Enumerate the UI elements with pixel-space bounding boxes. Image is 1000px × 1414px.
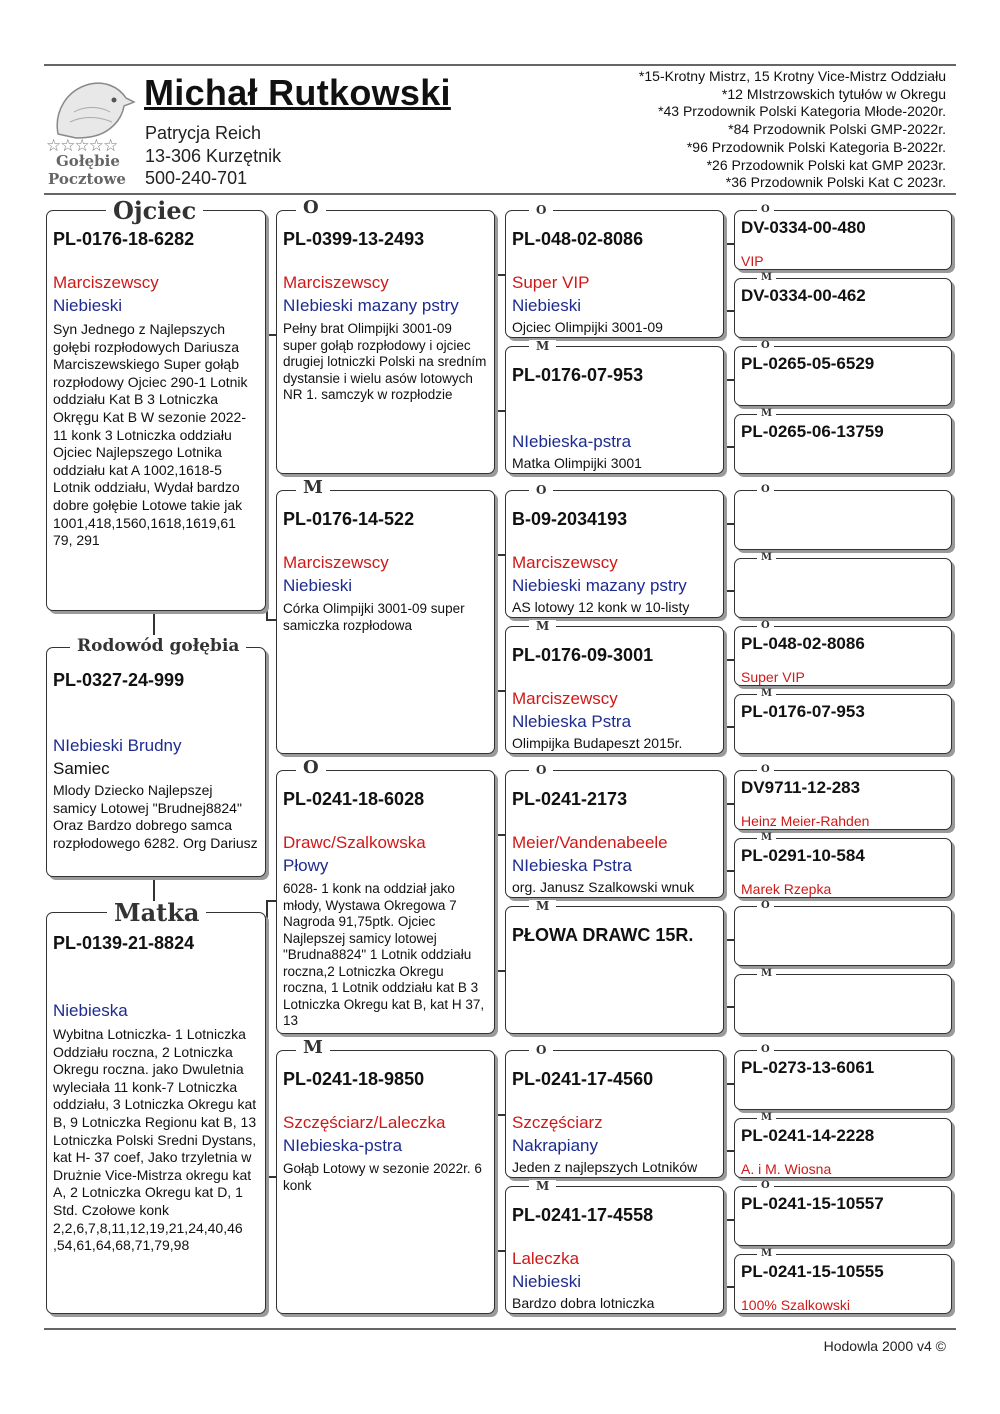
breeder: 100% Szalkowski (741, 1297, 850, 1313)
ring-number: PL-0241-2173 (512, 789, 628, 809)
color: Nlebieska Pstra (512, 712, 632, 731)
connector-line (495, 834, 497, 970)
sex-marker-m: M (296, 1039, 330, 1057)
gen4-card-8 (734, 694, 952, 754)
description: Matka Olimpijki 3001 (512, 455, 642, 471)
gen4-card-2 (734, 278, 952, 338)
color: Niebieski (512, 296, 581, 315)
gen4-card-10 (734, 838, 952, 898)
sire-color: Niebieski (53, 296, 122, 315)
connector-line (724, 939, 726, 1006)
breeder: Drawc/Szalkowska (283, 833, 426, 852)
ring-number: PL-0176-07-953 (741, 702, 865, 721)
sex-marker-o: O (296, 199, 326, 217)
ring-number: DV-0334-00-462 (741, 286, 866, 305)
gen4-card-9 (734, 770, 952, 830)
ring-number: PL-0176-14-522 (283, 509, 415, 529)
connector-line (495, 1250, 505, 1252)
logo-text-line2: Pocztowe (48, 170, 126, 188)
breeder: Laleczka (512, 1249, 580, 1268)
gen3-card-3 (505, 490, 724, 618)
sex-marker-m: M (529, 1180, 556, 1192)
sex-marker-o: O (757, 485, 774, 495)
ring-number: PL-048-02-8086 (512, 229, 644, 249)
footer-rule (44, 1328, 956, 1330)
description: Gołąb Lotowy w sezonie 2022r. 6 konk (283, 1161, 482, 1193)
breeder: VIP (741, 253, 764, 269)
gen4-card-11 (734, 906, 952, 966)
gen3-card-5 (505, 770, 724, 898)
color: Niebieski mazany pstry (512, 576, 687, 595)
sex-marker-o: O (757, 205, 774, 215)
owner-address-line1: Patrycja Reich (145, 123, 262, 143)
achievement-line: *43 Przodownik Polski Kategoria Młode-2020r. (658, 103, 946, 120)
ring-number: PL-0176-07-953 (512, 365, 644, 385)
gen4-card-15 (734, 1186, 952, 1246)
description: Olimpijka Budapeszt 2015r. (512, 735, 683, 751)
ring-number: PL-0399-13-2493 (283, 229, 425, 249)
sire-ring-number: PL-0176-18-6282 (53, 229, 195, 249)
gen3-card-7 (505, 1050, 724, 1178)
connector-line (724, 379, 726, 446)
connector-line (266, 619, 276, 621)
subject-heading: Rodowód gołębia (70, 638, 246, 655)
color: Nakrapiany (512, 1136, 598, 1155)
sex-marker-m: M (757, 833, 776, 843)
breeder: Marciszewscy (283, 273, 389, 292)
gen3-card-4 (505, 626, 724, 754)
connector-line (724, 310, 734, 312)
breeder: Super VIP (512, 273, 590, 292)
gen3-card-6 (505, 906, 724, 1034)
connector-line (266, 1176, 276, 1178)
breeder: Szczęściarz (512, 1113, 603, 1132)
subject-color: NIebieski Brudny (53, 736, 182, 755)
connector-line (724, 1083, 726, 1150)
sex-marker-o: O (757, 621, 774, 631)
achievement-line: *26 Przodownik Polski kat GMP 2023r. (706, 156, 946, 173)
color: Płowy (283, 856, 329, 875)
sex-marker-o: O (757, 901, 774, 911)
ring-number: PL-0291-10-584 (741, 846, 865, 865)
sire-description: Syn Jednego z Najlepszych gołębi rozpłodowych Dariusza Marciszewskiego Super gołąb rozpłodowy Ojciec 290-1 Lotnik oddziału Kat B 3 Lotniczka Okręgu Kat B W sezonie 2022- 11 konk 3 Lotniczka oddziału Ojciec Najlepszego Lotnika oddziału kat A 1002,1618-5 Lotnik oddziału, Wydał bardzo dobre gołębie Lotowe takie jak 1001,418,1560,1618,1619,61 79, 291 (53, 321, 248, 549)
gen4-card-5 (734, 490, 952, 550)
gen3-card-1 (505, 210, 724, 338)
sex-marker-m: M (529, 900, 556, 912)
achievement-line: *36 Przodownik Polski Kat C 2023r. (725, 174, 946, 191)
gen4-card-3 (734, 346, 952, 406)
dam-description: Wybitna Lotniczka- 1 Lotniczka Oddziału roczna, 2 Lotniczka Okregu roczna. jako Dwuletnia wyleciała 11 konk-7 Lotniczka oddziału, 3 Lotniczka Okregu kat B, 9 Lotniczka Regionu kat B, 13 Lotniczka Polski Sredni Dystans, kat H- 37 coef, Jako trzyletnia w Drużnie Vice-Mistrza okregu kat A, 2 Lotniczka Okregu kat D, 1 Std. Czołowe konk 2,2,6,7,8,11,12,19,21,24,40,46 ,54,61,64,68,71,79,98 (53, 1026, 257, 1254)
logo (44, 72, 140, 188)
ring-number: PL-0241-15-10555 (741, 1262, 884, 1281)
breeder: Meier/Vandenabeele (512, 833, 668, 852)
gen4-card-12 (734, 974, 952, 1034)
dam-heading: Matka (107, 901, 206, 925)
sex-marker-m: M (757, 409, 776, 419)
sex-marker-o: O (529, 484, 553, 496)
connector-line (724, 726, 734, 728)
gen4-card-6 (734, 558, 952, 618)
description: AS lotowy 12 konk w 10-listy (512, 599, 690, 615)
description: Pełny brat Olimpijki 3001-09 super gołąb rozpłodowy i ojciec drugiej lotniczki Polski na sredním dystansie i wielu asów lotowych NR 1. samczyk w rozpłodzie (283, 321, 487, 402)
sex-marker-o: O (757, 341, 774, 351)
breeder: A. i M. Wiosna (741, 1161, 832, 1177)
ring-number: PL-0176-09-3001 (512, 645, 654, 665)
gen3-card-2 (505, 346, 724, 474)
sex-marker-o: O (757, 1181, 774, 1191)
owner-name: Michał Rutkowski (144, 72, 451, 113)
sex-marker-m: M (529, 340, 556, 352)
connector-line (153, 611, 155, 635)
description: Bardzo dobra lotniczka (512, 1295, 655, 1311)
ring-number: PL-0273-13-6061 (741, 1058, 875, 1077)
ring-number: PL-0241-18-9850 (283, 1069, 425, 1089)
ring-number: PL-0265-06-13759 (741, 422, 884, 441)
sire-sire-card (276, 210, 495, 474)
sex-marker-m: M (757, 1113, 776, 1123)
color: Niebieski (283, 576, 352, 595)
connector-line (724, 1219, 726, 1286)
ring-number: PL-0265-05-6529 (741, 354, 875, 373)
connector-line (495, 970, 505, 972)
color: NIebieska-pstra (512, 432, 632, 451)
sex-marker-o: O (529, 764, 553, 776)
connector-line (495, 1114, 497, 1250)
top-rule (44, 64, 956, 66)
color: Niebieski (512, 1272, 581, 1291)
gen4-card-4 (734, 414, 952, 474)
owner-phone: 500-240-701 (145, 168, 248, 188)
sex-marker-m: M (296, 479, 330, 497)
description: Córka Olimpijki 3001-09 super samiczka rozpłodowa (283, 601, 465, 633)
dam-dam-card (276, 1050, 495, 1314)
dam-sire-card (276, 770, 495, 1034)
breeder: Marciszewscy (512, 689, 618, 708)
breeder: Heinz Meier-Rahden (741, 813, 870, 829)
sex-marker-m: M (757, 1249, 776, 1259)
description: Jeden z najlepszych Lotników (512, 1159, 698, 1175)
ring-number: PL-0241-17-4558 (512, 1205, 654, 1225)
sire-dam-card (276, 490, 495, 754)
gen4-card-1 (734, 210, 952, 270)
color: NIebieska Pstra (512, 856, 632, 875)
header-rule (44, 193, 956, 195)
sex-marker-m: M (529, 620, 556, 632)
achievement-line: *84 Przodownik Polski GMP-2022r. (728, 121, 946, 138)
gen4-card-16 (734, 1254, 952, 1314)
description: Ojciec Olimpijki 3001-09 (512, 319, 663, 335)
achievements-list (639, 68, 946, 192)
dam-ring-number: PL-0139-21-8824 (53, 933, 195, 953)
sire-breeder: Marciszewscy (53, 273, 159, 292)
sex-marker-o: O (529, 1044, 553, 1056)
gen3-card-8 (505, 1186, 724, 1314)
sex-marker-o: O (757, 1045, 774, 1055)
subject-ring-number: PL-0327-24-999 (53, 670, 185, 690)
ring-number: DV9711-12-283 (741, 778, 861, 797)
breeder: Marek Rzepka (741, 881, 832, 897)
ring-number: PL-0241-15-10557 (741, 1194, 884, 1213)
connector-line (266, 334, 268, 619)
sex-marker-m: M (757, 273, 776, 283)
dam-card (46, 912, 266, 1314)
ring-number: PL-0241-17-4560 (512, 1069, 654, 1089)
subject-card (46, 647, 266, 877)
sex-marker-m: M (757, 969, 776, 979)
achievement-line: *15-Krotny Mistrz, 15 Krotny Vice-Mistrz Oddziału (638, 68, 946, 84)
logo-stars: ☆☆☆☆☆ (46, 136, 118, 155)
connector-line (495, 274, 497, 410)
ring-number: B-09-2034193 (512, 509, 628, 529)
gen4-card-13 (734, 1050, 952, 1110)
connector-line (266, 900, 268, 1176)
connector-line (495, 690, 505, 692)
ring-number: PŁOWA DRAWC 15R. (512, 925, 694, 945)
sex-marker-o: O (296, 759, 326, 777)
color: NIebieska-pstra (283, 1136, 403, 1155)
footer-credit: Hodowla 2000 v4 © (823, 1338, 946, 1354)
gen4-card-7 (734, 626, 952, 686)
breeder: Marciszewscy (283, 553, 389, 572)
gen4-card-14 (734, 1118, 952, 1178)
logo-text-line1: Gołębie (56, 152, 120, 170)
sire-heading: Ojciec (106, 199, 203, 223)
description: org. Janusz Szalkowski wnuk (512, 879, 695, 895)
breeder: Super VIP (741, 669, 805, 685)
connector-line (724, 659, 726, 726)
connector-line (724, 803, 726, 870)
owner-address-line2: 13-306 Kurzętnik (145, 146, 282, 166)
ring-number: DV-0334-00-480 (741, 218, 866, 237)
description: 6028- 1 konk na oddział jako młody, Wystawa Okregowa 7 Nagroda 91,75ptk. Ojciec Najlepszej samicy lotowej "Brudna8824" 1 Lotnik oddziału roczna,2 Lotniczka Okregu roczna, 1 Lotnik oddziału kat B 3 Lotniczka Okregu kat B, kat H 37, 13 (283, 881, 485, 1028)
dam-color: Niebieska (53, 1001, 128, 1020)
connector-line (724, 1150, 734, 1152)
achievement-line: *12 MIstrzowskich tytułów w Okregu (721, 85, 946, 102)
subject-sex: Samiec (53, 759, 110, 778)
sex-marker-o: O (529, 204, 553, 216)
sex-marker-o: O (757, 765, 774, 775)
connector-line (724, 590, 734, 592)
connector-line (724, 870, 734, 872)
ring-number: PL-0241-14-2228 (741, 1126, 875, 1145)
connector-line (724, 1006, 734, 1008)
achievement-line: *96 Przodownik Polski Kategoria B-2022r. (686, 138, 946, 155)
connector-line (724, 446, 734, 448)
breeder: Marciszewscy (512, 553, 618, 572)
breeder: Szczęściarz/Laleczka (283, 1113, 446, 1132)
connector-line (724, 523, 726, 590)
sex-marker-m: M (757, 553, 776, 563)
ring-number: PL-0241-18-6028 (283, 789, 425, 809)
subject-description: Mlody Dziecko Najlepszej samicy Lotowej "Brudnej8824" Oraz Bardzo dobrego samca rozpłodowego 6282. Org Dariusz (53, 782, 258, 851)
ring-number: PL-048-02-8086 (741, 634, 865, 653)
connector-line (495, 410, 505, 412)
connector-line (724, 1286, 734, 1288)
sire-card (46, 210, 266, 611)
sex-marker-m: M (757, 689, 776, 699)
connector-line (724, 243, 726, 310)
color: NIebieski mazany pstry (283, 296, 459, 315)
connector-line (495, 554, 497, 690)
